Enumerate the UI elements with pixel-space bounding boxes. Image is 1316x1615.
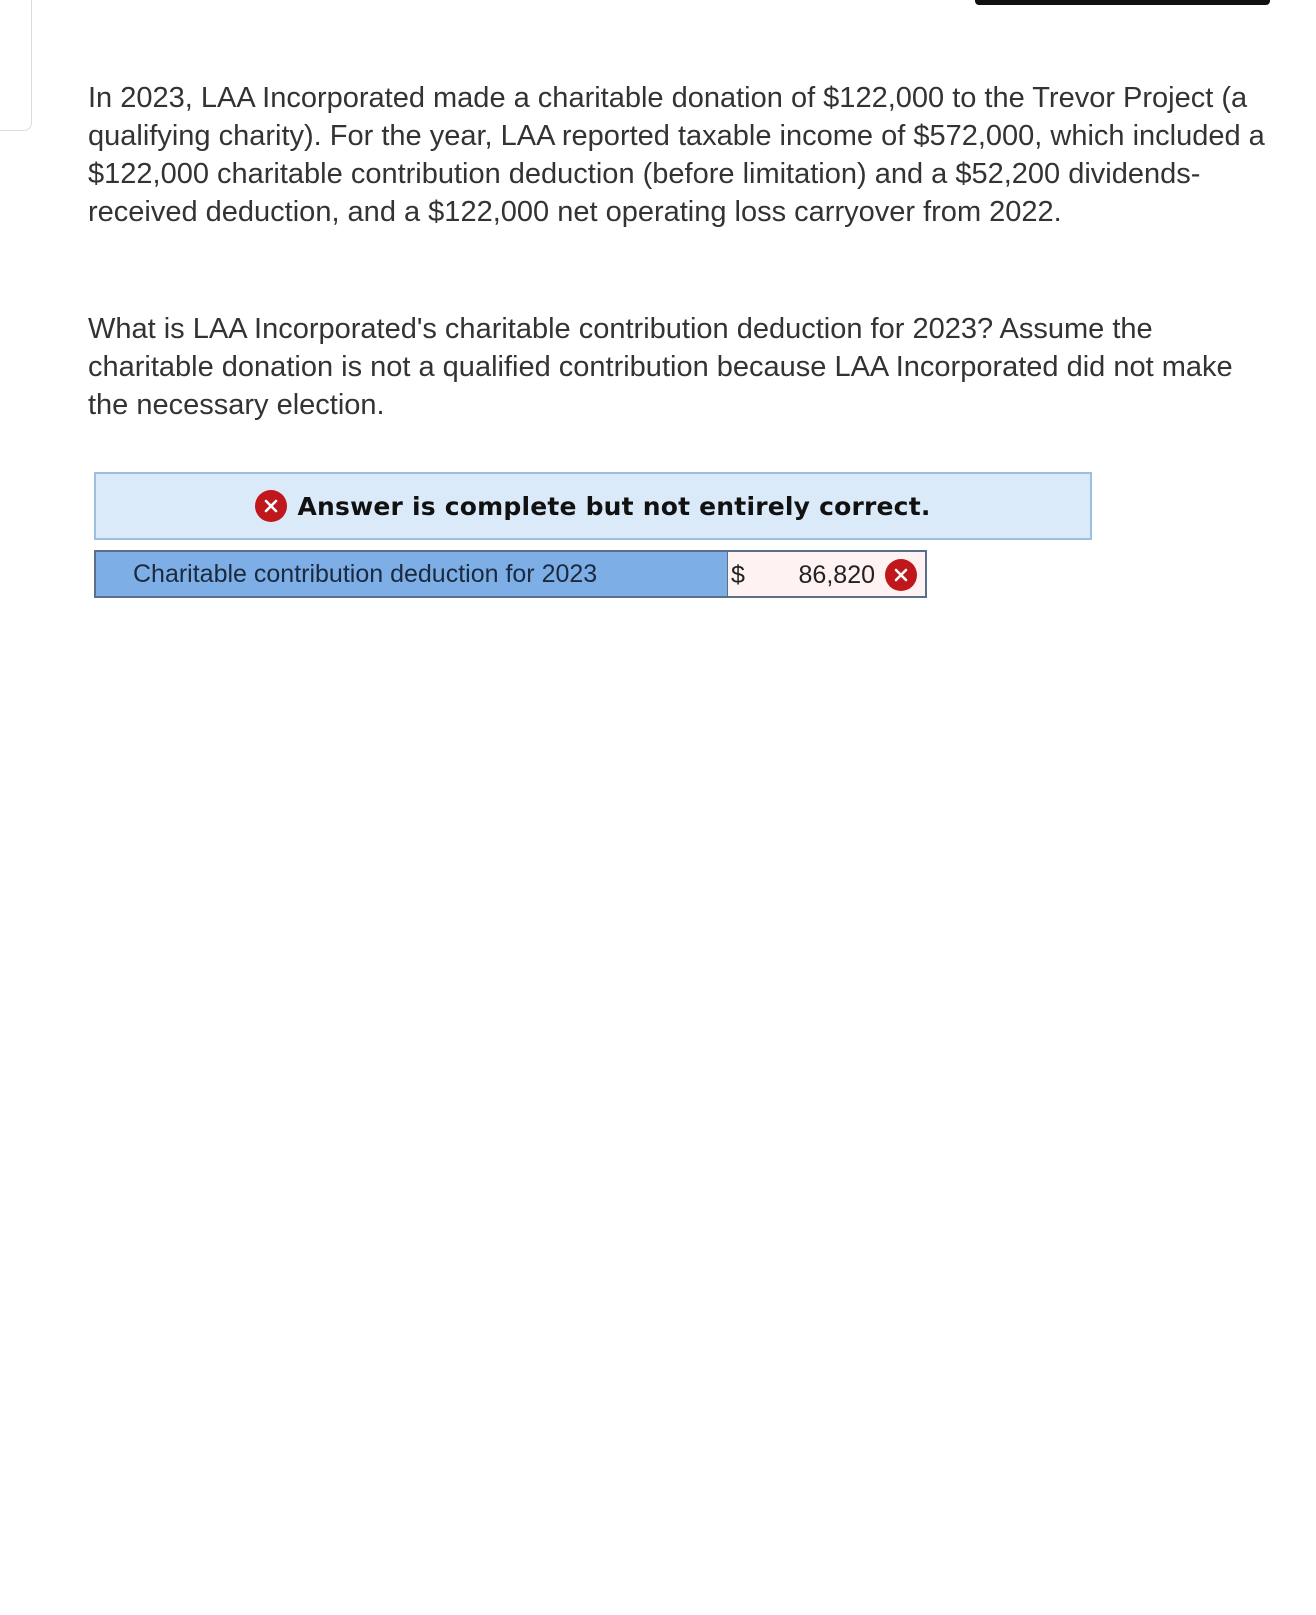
answer-value[interactable]: 86,820	[798, 561, 875, 589]
question-paragraph-2: What is LAA Incorporated's charitable contribution deduction for 2023? Assume the charitable donation is not a qualified contribution because LAA Incorporated did not make the necessary election.	[88, 313, 1233, 421]
currency-symbol: $	[731, 561, 745, 589]
feedback-banner	[94, 472, 1092, 540]
answer-label-text: Charitable contribution deduction for 2023	[133, 559, 598, 588]
top-toolbar-bar	[975, 0, 1270, 5]
incorrect-x-icon	[885, 559, 917, 591]
answer-row	[94, 550, 927, 598]
card-edge	[0, 0, 32, 131]
x-circle-icon	[255, 490, 287, 522]
question-paragraph-1: In 2023, LAA Incorporated made a charitable donation of $122,000 to the Trevor Project (a qualifying charity). For the year, LAA reported taxable income of $572,000, which included a $122,000 charitable contribution deduction (before limitation) and a $52,200 dividends-received deduction, and a $122,000 net operating loss carryover from 2022.	[88, 82, 1265, 228]
answer-input-cell[interactable]	[727, 550, 927, 598]
answer-label	[94, 550, 727, 598]
feedback-message: Answer is complete but not entirely correct.	[297, 491, 931, 521]
